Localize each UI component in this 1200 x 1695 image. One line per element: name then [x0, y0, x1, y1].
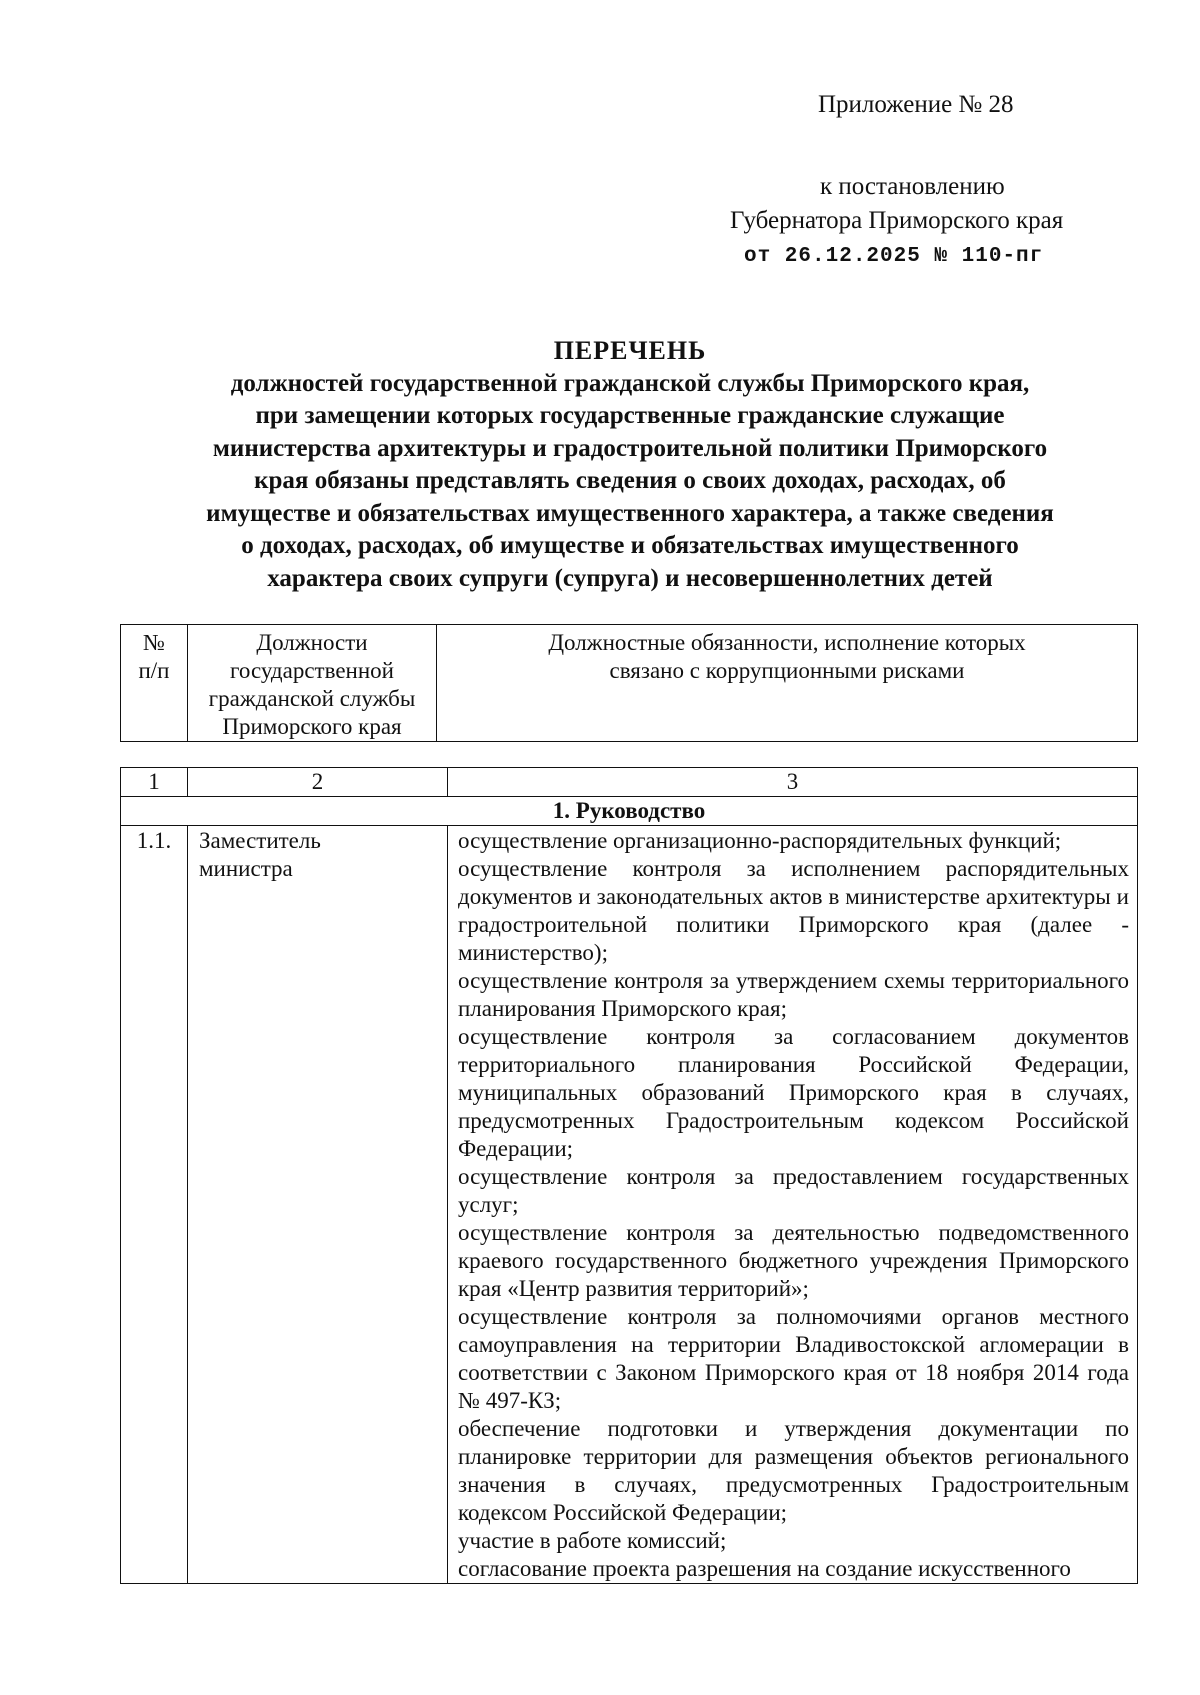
title-line: характера своих супруги (супруга) и несовершеннолетних детей	[267, 564, 993, 592]
title-main: ПЕРЕЧЕНЬ	[553, 336, 707, 365]
column-number-row	[121, 768, 1138, 797]
decree-issuer: Губернатора Приморского края	[730, 207, 1064, 234]
title-line: края обязаны представлять сведения о своих доходах, расходах, об	[254, 467, 1006, 494]
decree-date-stamp: от 26.12.2025 № 110-пг	[744, 245, 1044, 268]
table-header	[120, 624, 1138, 742]
title-line: при замещении которых государственные гражданские служащие	[255, 402, 1005, 429]
header-col-number: № п/п	[121, 625, 188, 742]
column-number: 1	[121, 768, 188, 797]
title-line: должностей государственной гражданской службы Приморского края,	[230, 369, 1030, 397]
title-line: министерства архитектуры и градостроительной политики Приморского	[212, 434, 1048, 462]
duty-item: осуществление контроля за утверждением схемы территориального планирования Приморского края;	[458, 968, 1129, 1021]
document-title	[120, 335, 1140, 595]
duties-table	[120, 767, 1138, 1584]
duty-item: осуществление контроля за согласованием документов территориального планирования Российской Федерации, муниципальных образований Приморского края в случаях, предусмотренных Градостроительным кодексом Российской Федерации;	[458, 1024, 1129, 1161]
header-col-position: Должности государственной гражданской службы Приморского края	[188, 625, 437, 742]
duty-item: осуществление контроля за предоставлением государственных услуг;	[458, 1164, 1129, 1217]
appendix-number: Приложение № 28	[818, 91, 1014, 118]
decree-reference: к постановлению	[820, 173, 1005, 200]
duty-item: осуществление контроля за деятельностью подведомственного краевого государственного бюджетного учреждения Приморского края «Центр развития территорий»;	[458, 1220, 1129, 1301]
title-line: имуществе и обязательствах имущественного характера, а также сведения	[206, 499, 1054, 527]
column-number: 2	[188, 768, 448, 797]
section-title: 1. Руководство	[121, 797, 1138, 826]
row-position: Заместитель министра	[188, 826, 448, 1584]
title-line: о доходах, расходах, об имуществе и обязательствах имущественного	[241, 532, 1019, 559]
duty-item: согласование проекта разрешения на создание искусственного	[458, 1556, 1071, 1581]
duty-item: осуществление контроля за полномочиями органов местного самоуправления на территории Владивостокской агломерации в соответствии с Законом Приморского края от 18 ноября 2014 года № 497-КЗ;	[458, 1304, 1129, 1413]
duty-item: обеспечение подготовки и утверждения документации по планировке территории для размещения объектов регионального значения в случаях, предусмотренных Градостроительным кодексом Российской Федерации;	[458, 1416, 1129, 1525]
duty-item: участие в работе комиссий;	[458, 1528, 727, 1553]
duty-item: осуществление контроля за исполнением распорядительных документов и законодательных актов в министерстве архитектуры и градостроительной политики Приморского края (далее - министерство);	[458, 856, 1129, 965]
duty-item: осуществление организационно-распорядительных функций;	[458, 828, 1062, 853]
row-number: 1.1.	[121, 826, 188, 1584]
section-row	[121, 797, 1138, 826]
column-number: 3	[448, 768, 1138, 797]
table-row	[121, 826, 1138, 1584]
row-duties	[448, 826, 1138, 1584]
header-col-duties: Должностные обязанности, исполнение которых связано с коррупционными рисками	[437, 625, 1138, 742]
